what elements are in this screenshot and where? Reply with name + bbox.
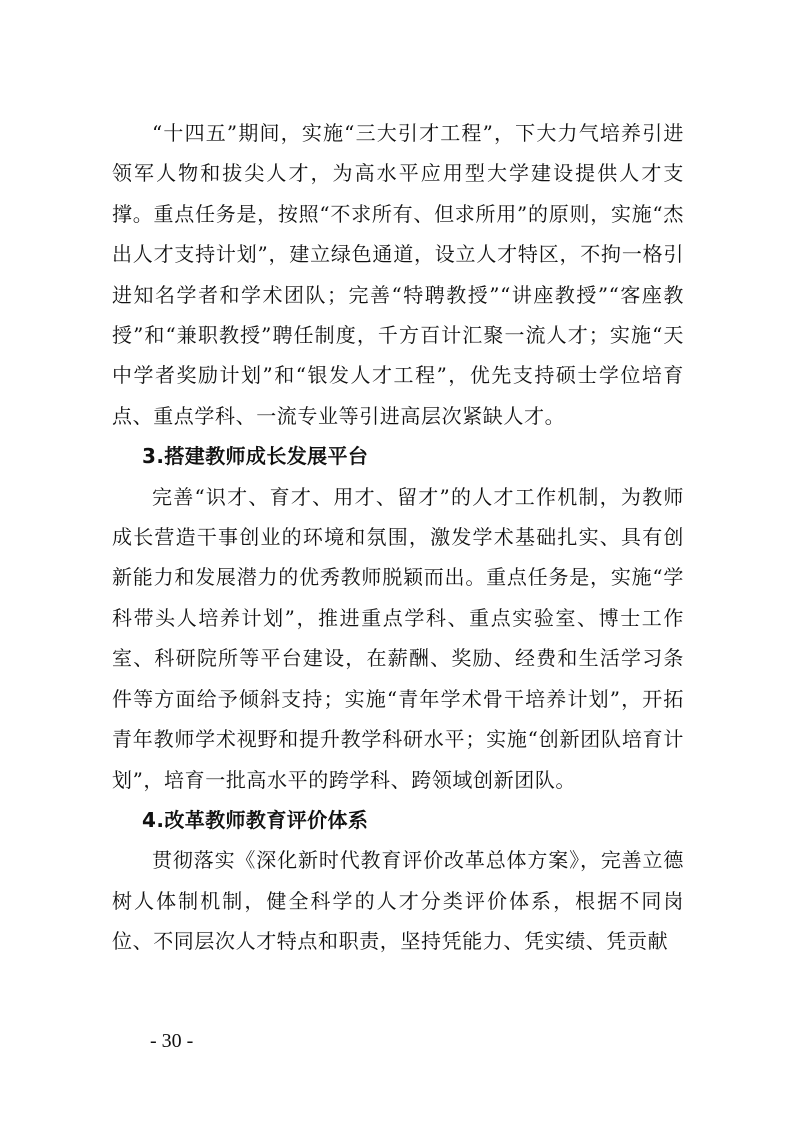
paragraph-evaluation-reform: 贯彻落实《深化新时代教育评价改革总体方案》，完善立德树人体制机制，健全科学的人才分类评价体系，根据不同岗位、不同层次人才特点和职责，坚持凭能力、凭实绩、凭贡献 xyxy=(112,848,684,954)
page-number: - 30 - xyxy=(150,1030,194,1052)
section-heading-evaluation-reform: 4.改革教师教育评价体系 xyxy=(142,807,369,832)
document-body xyxy=(112,113,684,962)
paragraph-teacher-growth-platform: 完善“识才、育才、用才、留才”的人才工作机制，为教师成长营造干事创业的环境和氛围，激发学术基础扎实、具有创新能力和发展潜力的优秀教师脱颖而出。重点任务是，实施“学科带头人培养计划”，推进重点学科、重点实验室、博士工作室、科研院所等平台建设，在薪酬、奖励、经费和生活学习条件等方面给予倾斜支持；实施“青年学术骨干培养计划”，开拓青年教师学术视野和提升教学科研水平；实施“创新团队培育计划”，培育一批高水平的跨学科、跨领域创新团队。 xyxy=(112,484,684,792)
section-heading-teacher-growth-platform: 3.搭建教师成长发展平台 xyxy=(142,444,369,469)
paragraph-talent-introduction: “十四五”期间，实施“三大引才工程”，下大力气培养引进领军人物和拔尖人才，为高水平应用型大学建设提供人才支撑。重点任务是，按照“不求所有、但求所用”的原则，实施“杰出人才支持计划”，建立绿色通道，设立人才特区，不拘一格引进知名学者和学术团队；完善“特聘教授”“讲座教授”“客座教授”和“兼职教授”聘任制度，千方百计汇聚一流人才；实施“天中学者奖励计划”和“银发人才工程”，优先支持硕士学位培育点、重点学科、一流专业等引进高层次紧缺人才。 xyxy=(112,121,684,428)
